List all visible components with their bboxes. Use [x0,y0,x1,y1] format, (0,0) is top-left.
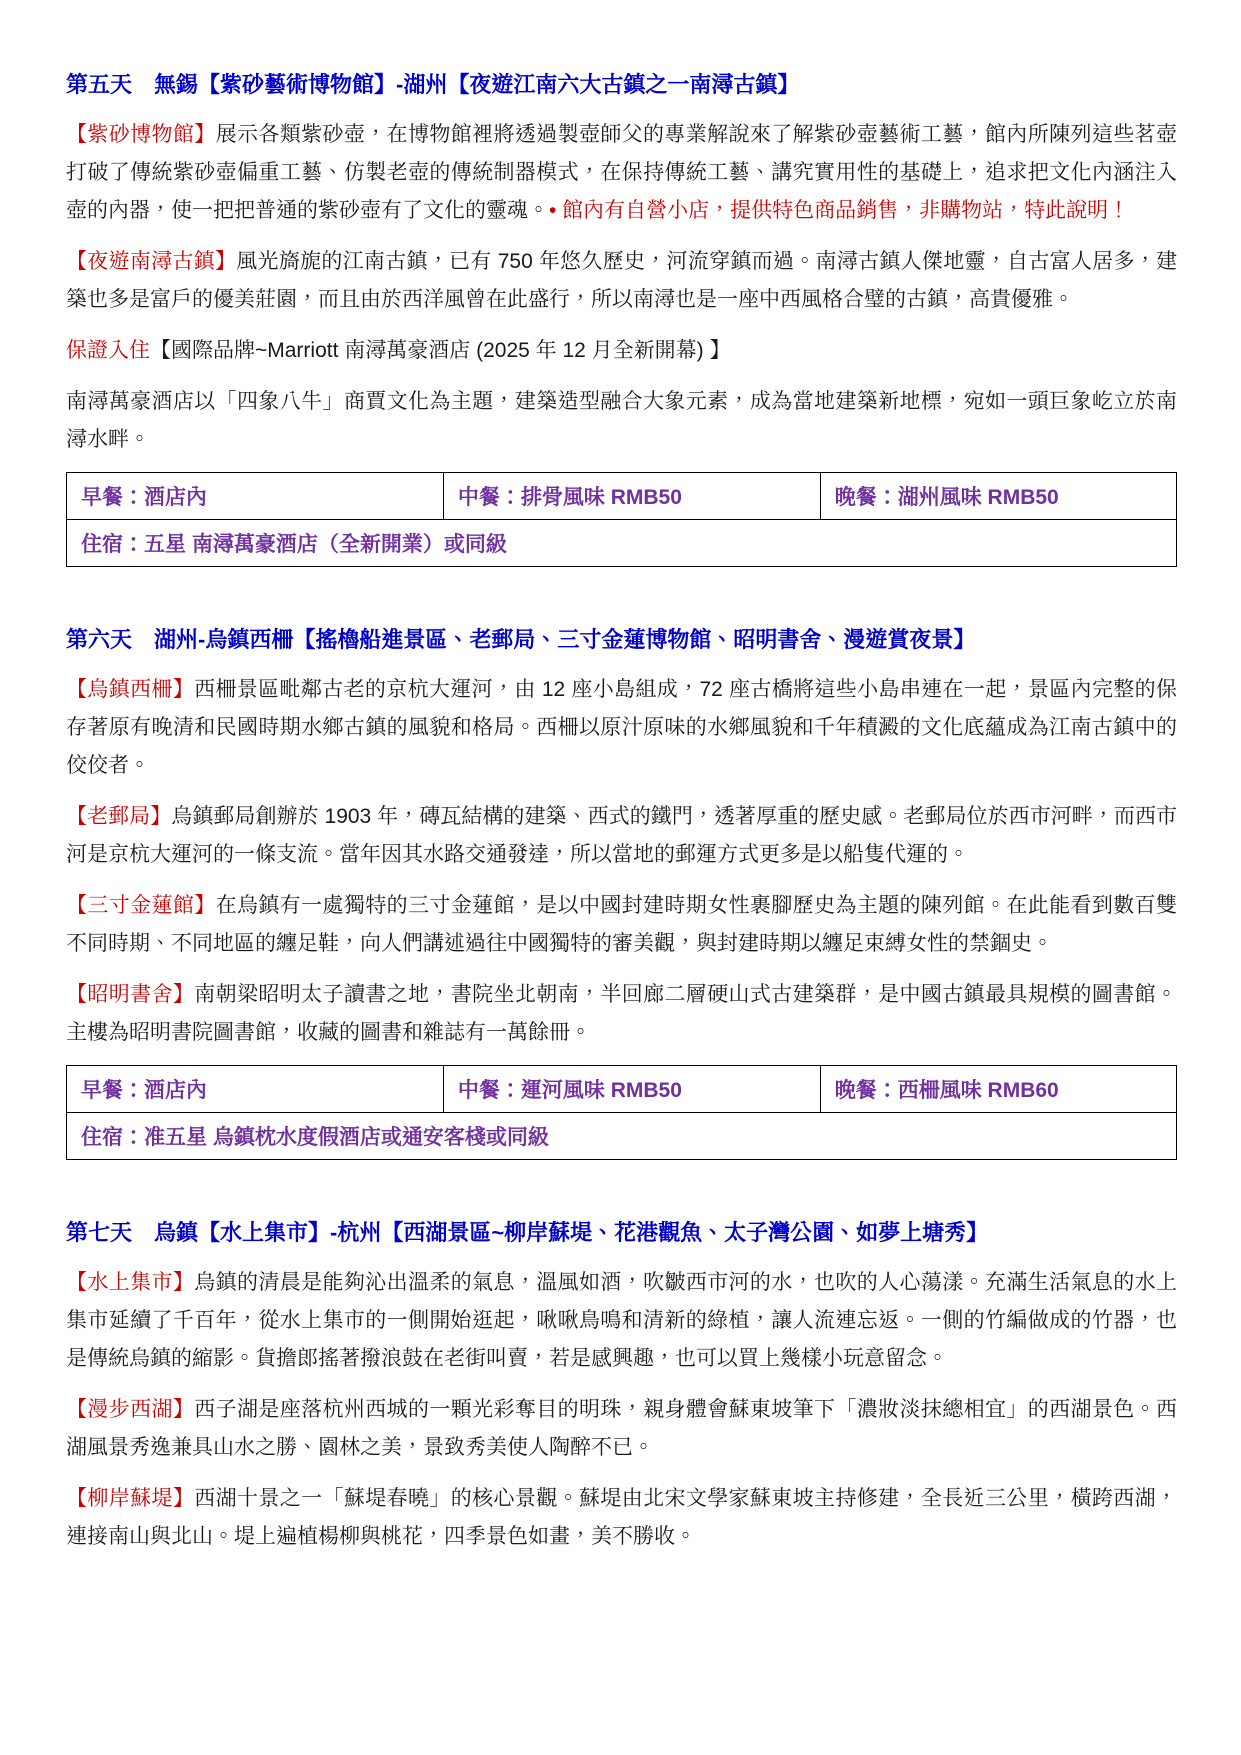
meal-row [67,1066,1177,1113]
paragraph-text: 風光旖旎的江南古鎮，已有 750 年悠久歷史，河流穿鎮而過。南潯古鎮人傑地靈，自古富人居多，建築也多是富戶的優美莊園，而且由於西洋風曾在此盛行，所以南潯也是一座中西風格合璧的古鎮，高貴優雅。 [66,250,1178,311]
paragraph-text: 西湖十景之一「蘇堤春曉」的核心景觀。蘇堤由北宋文學家蘇東坡主持修建，全長近三公里，橫跨西湖，連接南山與北山。堤上遍植楊柳與桃花，四季景色如畫，美不勝收。 [66,1487,1178,1548]
highlight-label: 【紫砂博物館】 [66,123,216,146]
day-6-meal-table [66,1065,1177,1160]
paragraph-text: 南潯萬豪酒店以「四象八牛」商賈文化為主題，建築造型融合大象元素，成為當地建築新地標，宛如一頭巨象屹立於南潯水畔。 [66,390,1177,451]
highlight-label: 【柳岸蘇堤】 [66,1487,195,1510]
paragraph-text: 西柵景區毗鄰古老的京杭大運河，由 12 座小島組成，72 座古橋將這些小島串連在一起，景區內完整的保存著原有晚清和民國時期水鄉古鎮的風貌和格局。西柵以原汁原味的水鄉風貌和千年積澱的文化底蘊成為江南古鎮中的佼佼者。 [66,678,1177,777]
lodging-cell: 住宿：五星 南潯萬豪酒店（全新開業）或同級 [67,520,1177,567]
paragraph-old-post-office [66,798,1177,874]
paragraph-text: 展示各類紫砂壺，在博物館裡將透過製壺師父的專業解說來了解紫砂壺藝術工藝，館內所陳列這些茗壺打破了傳統紫砂壺偏重工藝、仿製老壺的傳統制器模式，在保持傳統工藝、講究實用性的基礎上，追求把文化內涵注入壺的內器，使一把把普通的紫砂壺有了文化的靈魂。 [66,123,1177,222]
dinner-cell: 晚餐：西柵風味 RMB60 [820,1066,1176,1113]
day-7-section [66,1218,1177,1556]
paragraph-wuzhen-xizha [66,671,1177,785]
lunch-cell: 中餐：運河風味 RMB50 [443,1066,820,1113]
meal-row [67,473,1177,520]
red-note: • 館內有自營小店，提供特色商品銷售，非購物站，特此說明！ [549,199,1130,222]
dinner-cell: 晚餐：湖州風味 RMB50 [820,473,1176,520]
day-6-heading: 第六天 湖州-烏鎮西柵【搖櫓船進景區、老郵局、三寸金蓮博物館、昭明書舍、漫遊賞夜景】 [66,627,976,652]
day-6-section [66,625,1177,1160]
breakfast-cell: 早餐：酒店內 [67,473,444,520]
lodging-cell: 住宿：准五星 烏鎮枕水度假酒店或通安客棧或同級 [67,1113,1177,1160]
paragraph-su-causeway [66,1480,1177,1556]
day-5-meal-table [66,472,1177,567]
day-5-heading: 第五天 無錫【紫砂藝術博物館】-湖州【夜遊江南六大古鎮之一南潯古鎮】 [66,72,800,97]
highlight-label: 【三寸金蓮館】 [66,894,216,917]
day-7-heading: 第七天 烏鎮【水上集市】-杭州【西湖景區~柳岸蘇堤、花港觀魚、太子灣公園、如夢上塘秀】 [66,1220,989,1245]
highlight-label: 【烏鎮西柵】 [66,678,195,701]
paragraph-text: 在烏鎮有一處獨特的三寸金蓮館，是以中國封建時期女性裹腳歷史為主題的陳列館。在此能看到數百雙不同時期、不同地區的纏足鞋，向人們講述過往中國獨特的審美觀，與封建時期以纏足束縛女性的禁錮史。 [66,894,1177,955]
guarantee-label: 保證入住 [66,339,150,362]
paragraph-guaranteed-stay [66,332,1177,370]
paragraph-nanxun-night [66,243,1177,319]
paragraph-text: 西子湖是座落杭州西城的一顆光彩奪目的明珠，親身體會蘇東坡筆下「濃妝淡抹總相宜」的西湖景色。西湖風景秀逸兼具山水之勝、園林之美，景致秀美使人陶醉不已。 [66,1398,1178,1459]
highlight-label: 【漫步西湖】 [66,1398,195,1421]
lodging-row [67,520,1177,567]
paragraph-text: 【國際品牌~Marriott 南潯萬豪酒店 (2025 年 12 月全新開幕) 】 [150,339,731,362]
paragraph-water-market [66,1264,1177,1378]
breakfast-cell: 早餐：酒店內 [67,1066,444,1113]
paragraph-zhaoming-academy [66,976,1177,1052]
highlight-label: 【昭明書舍】 [66,983,195,1006]
paragraph-text: 烏鎮的清晨是能夠沁出溫柔的氣息，溫風如酒，吹皺西市河的水，也吹的人心蕩漾。充滿生活氣息的水上集市延續了千百年，從水上集市的一側開始逛起，啾啾鳥鳴和清新的綠植，讓人流連忘返。一側的竹編做成的竹器，也是傳統烏鎮的縮影。貨擔郎搖著撥浪鼓在老街叫賣，若是感興趣，也可以買上幾樣小玩意留念。 [66,1271,1178,1370]
highlight-label: 【老郵局】 [66,805,172,828]
paragraph-west-lake-stroll [66,1391,1177,1467]
lunch-cell: 中餐：排骨風味 RMB50 [443,473,820,520]
paragraph-zisha-museum [66,116,1177,230]
day-5-section [66,70,1177,567]
lodging-row [67,1113,1177,1160]
paragraph-golden-lotus [66,887,1177,963]
paragraph-marriott-desc [66,383,1177,459]
paragraph-text: 烏鎮郵局創辦於 1903 年，磚瓦結構的建築、西式的鐵門，透著厚重的歷史感。老郵局位於西市河畔，而西市河是京杭大運河的一條支流。當年因其水路交通發達，所以當地的郵運方式更多是以船隻代運的。 [66,805,1178,866]
paragraph-text: 南朝梁昭明太子讀書之地，書院坐北朝南，半回廊二層硬山式古建築群，是中國古鎮最具規模的圖書館。主樓為昭明書院圖書館，收藏的圖書和雜誌有一萬餘冊。 [66,983,1178,1044]
highlight-label: 【夜遊南潯古鎮】 [66,250,237,273]
highlight-label: 【水上集市】 [66,1271,195,1294]
